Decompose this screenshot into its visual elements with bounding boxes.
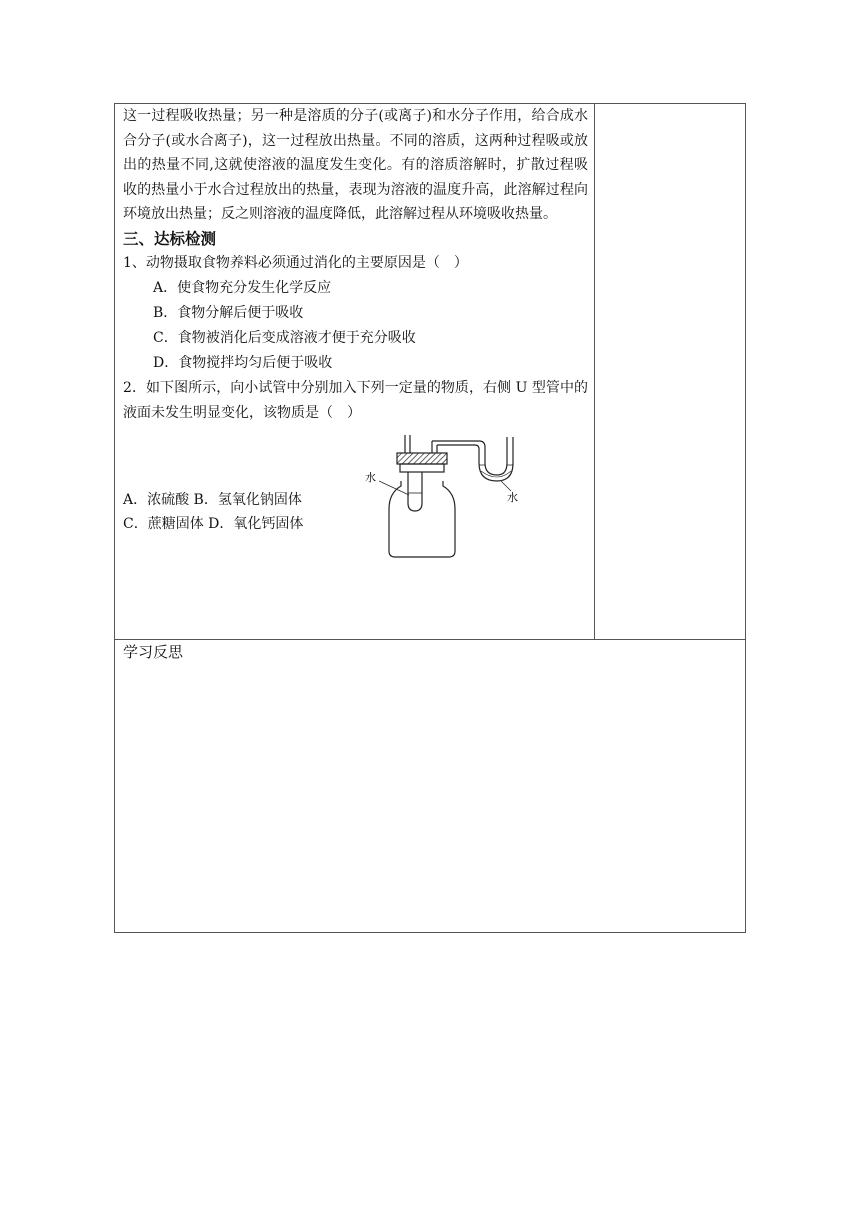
question-2-stem: 2．如下图所示，向小试管中分别加入下列一定量的物质，右侧 U 型管中的液面未发生明显变化，该物质是（ ）: [123, 379, 588, 421]
question-1-option-c: C．食物被消化后变成溶液才便于充分吸收: [153, 329, 416, 346]
content-row: [115, 104, 745, 640]
worksheet-table: [114, 103, 746, 933]
apparatus-figure: [361, 431, 541, 563]
intro-paragraph: 这一过程吸收热量；另一种是溶质的分子(或离子)和水分子作用，给合成水合分子(或水合离子)，这一过程放出热量。不同的溶质，这两种过程吸或放出的热量不同,这就使溶液的温度发生变化。有的溶质溶解时，扩散过程吸收的热量小于水合过程放出的热量，表现为溶液的温度升高，此溶解过程向环境放出热量；反之则溶液的温度降低，此溶解过程从环境吸收热量。: [123, 108, 588, 223]
question-1-option-d: D．食物搅拌均匀后便于吸收: [153, 354, 333, 371]
side-cell: [595, 104, 745, 639]
question-1-option-b: B．食物分解后便于吸收: [153, 304, 304, 321]
figure-label-right: 水: [507, 491, 518, 505]
figure-label-left: 水: [365, 471, 376, 485]
reflection-title: 学习反思: [123, 643, 184, 661]
section-title: 三、达标检测: [123, 229, 217, 248]
question-2-options-line-2: C．蔗糖固体 D．氧化钙固体: [123, 516, 304, 533]
main-cell: [115, 104, 595, 639]
question-1-option-a: A．使食物充分发生化学反应: [153, 279, 332, 296]
reflection-row: [115, 640, 745, 932]
question-2-options: [123, 488, 303, 536]
question-2-options-line-1: A．浓硫酸 B．氢氧化钠固体: [123, 492, 302, 509]
question-1-stem: 1、动物摄取食物养料必须通过消化的主要原因是（ ）: [123, 254, 468, 271]
question-2-area: [123, 425, 588, 573]
main-content: [123, 104, 588, 573]
